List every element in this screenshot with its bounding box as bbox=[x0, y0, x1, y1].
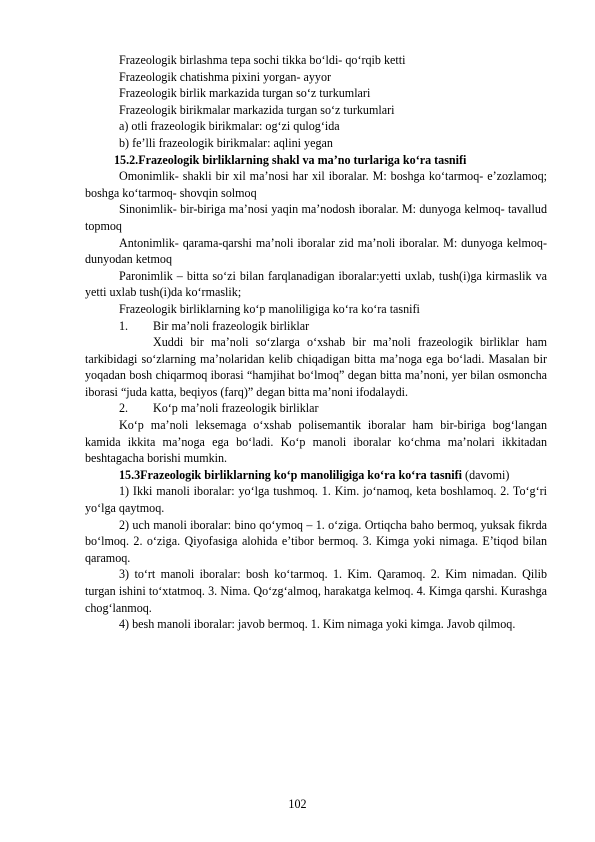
list-number: 1. bbox=[119, 318, 129, 333]
text-line: a) otli frazeologik birikmalar: og‘zi qulog‘ida bbox=[119, 119, 340, 134]
paragraph-xuddi: Xuddi bir ma’noli so‘zlarga o‘xshab bir ma’noli frazeologik birliklar ham tarkibidagi so‘zlarning ma’nolaridan kelib chiqadigan bitta ma’noga ega bo‘ladi. Masalan bir yoqadan bosh chiqarmoq iborasi “hamjihat bo‘lmoq” degan bitta ma’noni, yer bilan osmoncha iborasi “juda katta, beqiyos (farq)” degan bitta ma’noni ifodalaydi. bbox=[85, 335, 547, 399]
paragraph-antonimlik: Antonimlik- qarama-qarshi ma’noli iboralar zid ma’noli iboralar. M: dunyoga kelmoq- dunyodan ketmoq bbox=[85, 235, 547, 267]
text-line: Frazeologik birlik markazida turgan so‘z turkumlari bbox=[119, 86, 371, 101]
paragraph-omonimlik: Omonimlik- shakli bir xil ma’nosi har xil iboralar. M: boshga ko‘tarmoq- e’zozlamoq; boshga ko‘tarmoq- shovqin solmoq bbox=[85, 169, 547, 200]
text-line: b) fe’lli frazeologik birikmalar: aqlini yegan bbox=[119, 135, 333, 150]
section-heading-text: 15.3Frazeologik birliklarning ko‘p manoliligiga ko‘ra ko‘ra tasnifi bbox=[119, 467, 463, 482]
document-page bbox=[85, 52, 547, 633]
page-number: 102 bbox=[288, 797, 307, 811]
paragraph-ikki-manoli: 1) Ikki manoli iboralar: yo‘lga tushmoq. 1. Kim. jo‘namoq, keta boshlamoq. 2. To‘g‘ri yo‘lga qaytmoq. bbox=[85, 484, 547, 516]
list-text: Bir ma’noli frazeologik birliklar bbox=[153, 318, 310, 333]
section-heading-153 bbox=[85, 467, 547, 484]
paragraph-uch-manoli: 2) uch manoli iboralar: bino qo‘ymoq – 1. o‘ziga. Ortiqcha baho bermoq, yuksak fikrda bo‘lmoq. 2. o‘ziga. Qiyofasiga alohida e’tibor bermoq. 3. Kimga yoki nimaga. E’tiqod bilan qaramoq. bbox=[85, 517, 547, 565]
paragraph-tasnif: Frazeologik birliklarning ko‘p manoliligiga ko‘ra ko‘ra tasnifi bbox=[119, 301, 420, 316]
text-line: Frazeologik birikmalar markazida turgan so‘z turkumlari bbox=[119, 102, 395, 117]
list-item bbox=[85, 318, 547, 335]
paragraph-tort-manoli: 3) to‘rt manoli iboralar: bosh ko‘tarmoq. 1. Kim. Qaramoq. 2. Kim nimadan. Qilib turgan ishini to‘xtatmoq. 3. Nima. Qo‘zg‘almoq, harakatga kelmoq. 4. Kimga qarshi. Kurashga chog‘lanmoq. bbox=[85, 567, 547, 615]
paragraph-sinonimlik: Sinonimlik- bir-biriga ma’nosi yaqin ma’nodosh iboralar. M: dunyoga kelmoq- tavallud topmoq bbox=[85, 202, 547, 233]
list-item bbox=[85, 400, 547, 417]
section-heading: 15.2.Frazeologik birliklarning shakl va ma’no turlariga ko‘ra tasnifi bbox=[114, 152, 467, 167]
paragraph-besh-manoli: 4) besh manoli iboralar: javob bermoq. 1. Kim nimaga yoki kimga. Javob qilmoq. bbox=[119, 617, 516, 632]
paragraph-kop-manoli: Ko‘p ma’noli leksemaga o‘xshab polisemantik iboralar ham bir-biriga bog‘langan kamida ikkita ma’noga ega bo‘ladi. Ko‘p manoli iboralar ko‘chma ma’nolari ikkitadan beshtagacha borishi mumkin. bbox=[85, 418, 547, 466]
paragraph-paronimlik: Paronimlik – bitta so‘zi bilan farqlanadigan iboralar:yetti uxlab, tush(i)ga kirmaslik va yetti uxlab tush(i)da ko‘rmaslik; bbox=[85, 268, 547, 300]
list-text: Ko‘p ma’noli frazeologik birliklar bbox=[153, 401, 319, 416]
list-number: 2. bbox=[119, 401, 129, 416]
text-line: Frazeologik chatishma pixini yorgan- ayyor bbox=[119, 69, 332, 84]
text-line: Frazeologik birlashma tepa sochi tikka bo‘ldi- qo‘rqib ketti bbox=[119, 53, 406, 67]
section-heading-suffix: (davomi) bbox=[465, 467, 510, 482]
